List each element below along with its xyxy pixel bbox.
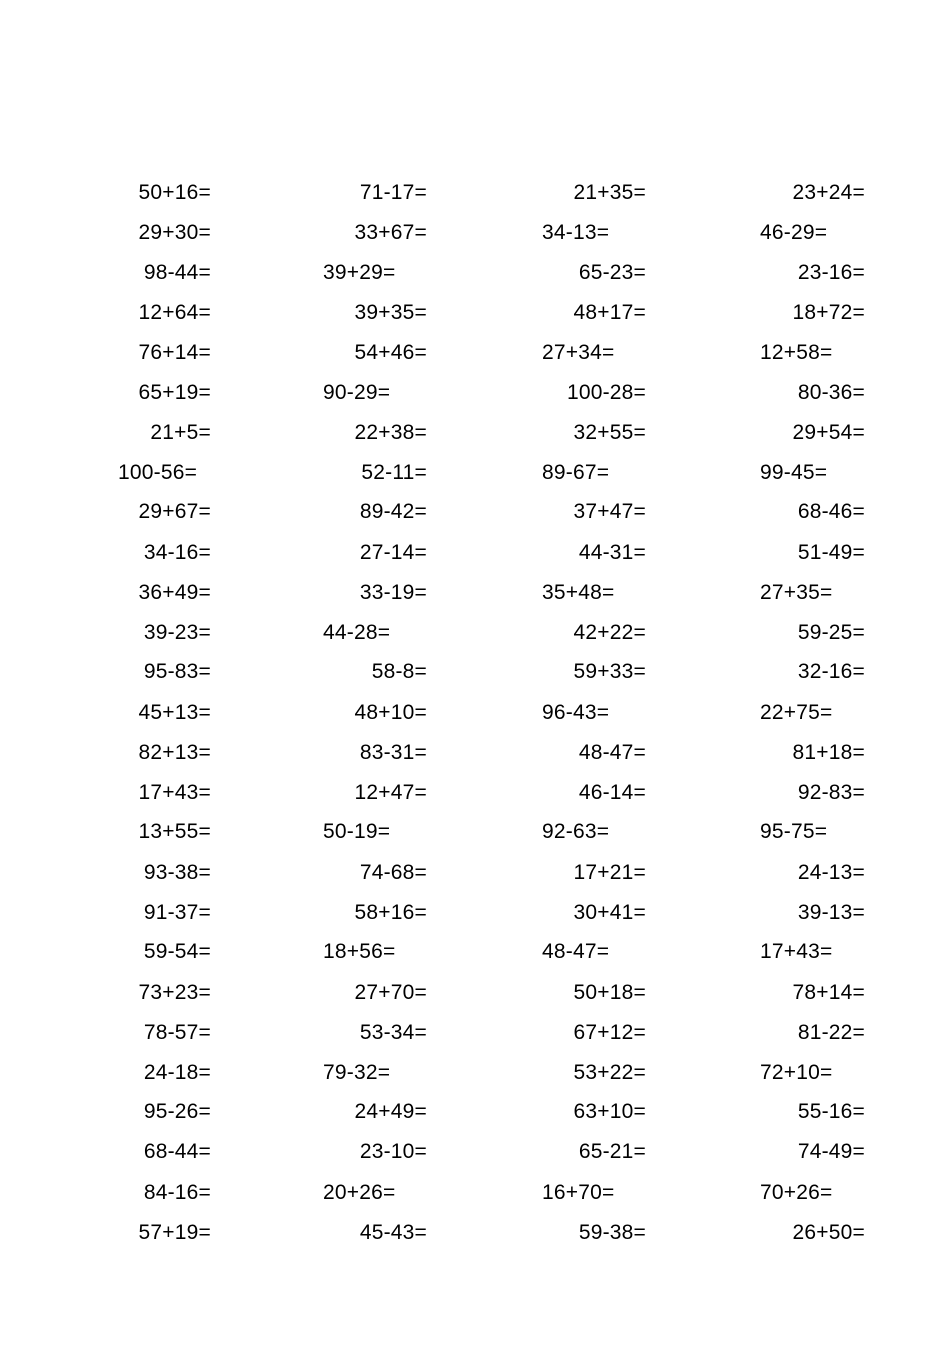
arithmetic-problem: 21+35=: [573, 181, 646, 204]
arithmetic-problem: 68-44=: [143, 1140, 211, 1163]
arithmetic-problem: 46-29=: [760, 221, 828, 244]
arithmetic-problem: 74-68=: [359, 861, 427, 884]
problem-row: [0, 1137, 950, 1167]
arithmetic-problem: 36+49=: [138, 581, 211, 604]
arithmetic-problem: 44-28=: [323, 621, 391, 644]
arithmetic-problem: 27-14=: [359, 541, 427, 564]
arithmetic-problem: 29+30=: [138, 221, 211, 244]
arithmetic-problem: 23+24=: [792, 181, 865, 204]
problem-row: [0, 738, 950, 768]
arithmetic-problem: 78+14=: [792, 981, 865, 1004]
arithmetic-problem: 39-13=: [797, 901, 865, 924]
arithmetic-problem: 92-63=: [542, 820, 610, 843]
problem-row: [0, 1178, 950, 1208]
arithmetic-problem: 13+55=: [138, 820, 211, 843]
arithmetic-problem: 57+19=: [138, 1221, 211, 1244]
problem-row: [0, 937, 950, 967]
arithmetic-problem: 65+19=: [138, 381, 211, 404]
arithmetic-problem: 95-83=: [143, 660, 211, 683]
problem-row: [0, 1018, 950, 1048]
arithmetic-problem: 48-47=: [542, 940, 610, 963]
problem-row: [0, 657, 950, 687]
arithmetic-problem: 27+34=: [542, 341, 615, 364]
arithmetic-problem: 17+43=: [138, 781, 211, 804]
arithmetic-problem: 59-54=: [143, 940, 211, 963]
arithmetic-problem: 21+5=: [150, 421, 211, 444]
arithmetic-problem: 22+75=: [760, 701, 833, 724]
arithmetic-problem: 91-37=: [143, 901, 211, 924]
arithmetic-problem: 83-31=: [359, 741, 427, 764]
arithmetic-problem: 37+47=: [573, 500, 646, 523]
arithmetic-problem: 12+47=: [354, 781, 427, 804]
problem-row: [0, 338, 950, 368]
arithmetic-problem: 95-26=: [143, 1100, 211, 1123]
arithmetic-problem: 45+13=: [138, 701, 211, 724]
arithmetic-problem: 32+55=: [573, 421, 646, 444]
problem-row: [0, 538, 950, 568]
arithmetic-problem: 23-16=: [797, 261, 865, 284]
arithmetic-problem: 29+67=: [138, 500, 211, 523]
problem-row: [0, 1058, 950, 1088]
arithmetic-problem: 73+23=: [138, 981, 211, 1004]
arithmetic-problem: 48+10=: [354, 701, 427, 724]
problem-row: [0, 298, 950, 328]
arithmetic-problem: 59-25=: [797, 621, 865, 644]
arithmetic-problem: 20+26=: [323, 1181, 396, 1204]
problem-row: [0, 1218, 950, 1248]
arithmetic-problem: 46-14=: [578, 781, 646, 804]
arithmetic-problem: 93-38=: [143, 861, 211, 884]
arithmetic-problem: 45-43=: [359, 1221, 427, 1244]
arithmetic-problem: 100-28=: [566, 381, 646, 404]
arithmetic-problem: 76+14=: [138, 341, 211, 364]
problem-row: [0, 497, 950, 527]
arithmetic-problem: 23-10=: [359, 1140, 427, 1163]
arithmetic-problem: 80-36=: [797, 381, 865, 404]
arithmetic-problem: 71-17=: [359, 181, 427, 204]
arithmetic-problem: 50-19=: [323, 820, 391, 843]
problem-row: [0, 1097, 950, 1127]
problem-row: [0, 698, 950, 728]
arithmetic-problem: 89-42=: [359, 500, 427, 523]
arithmetic-problem: 53-34=: [359, 1021, 427, 1044]
arithmetic-problem: 65-21=: [578, 1140, 646, 1163]
arithmetic-problem: 48-47=: [578, 741, 646, 764]
problem-row: [0, 218, 950, 248]
problem-row: [0, 817, 950, 847]
arithmetic-problem: 33-19=: [359, 581, 427, 604]
arithmetic-problem: 18+56=: [323, 940, 396, 963]
arithmetic-problem: 98-44=: [143, 261, 211, 284]
arithmetic-problem: 35+48=: [542, 581, 615, 604]
arithmetic-problem: 12+58=: [760, 341, 833, 364]
problem-row: [0, 898, 950, 928]
arithmetic-problem: 39+29=: [323, 261, 396, 284]
arithmetic-problem: 52-11=: [361, 461, 427, 484]
arithmetic-problem: 17+43=: [760, 940, 833, 963]
arithmetic-problem: 54+46=: [354, 341, 427, 364]
arithmetic-problem: 92-83=: [797, 781, 865, 804]
arithmetic-problem: 59-38=: [578, 1221, 646, 1244]
arithmetic-problem: 65-23=: [578, 261, 646, 284]
arithmetic-problem: 81+18=: [792, 741, 865, 764]
arithmetic-problem: 27+35=: [760, 581, 833, 604]
arithmetic-problem: 79-32=: [323, 1061, 391, 1084]
arithmetic-problem: 58-8=: [371, 660, 427, 683]
arithmetic-problem: 58+16=: [354, 901, 427, 924]
arithmetic-problem: 50+16=: [138, 181, 211, 204]
arithmetic-problem: 26+50=: [792, 1221, 865, 1244]
arithmetic-problem: 89-67=: [542, 461, 610, 484]
arithmetic-problem: 17+21=: [573, 861, 646, 884]
arithmetic-problem: 70+26=: [760, 1181, 833, 1204]
problem-row: [0, 258, 950, 288]
problem-row: [0, 578, 950, 608]
arithmetic-problem: 18+72=: [792, 301, 865, 324]
arithmetic-problem: 27+70=: [354, 981, 427, 1004]
arithmetic-problem: 34-13=: [542, 221, 610, 244]
arithmetic-problem: 24+49=: [354, 1100, 427, 1123]
arithmetic-problem: 24-18=: [143, 1061, 211, 1084]
arithmetic-problem: 33+67=: [354, 221, 427, 244]
arithmetic-problem: 29+54=: [792, 421, 865, 444]
arithmetic-problem: 48+17=: [573, 301, 646, 324]
arithmetic-problem: 95-75=: [760, 820, 828, 843]
arithmetic-problem: 78-57=: [143, 1021, 211, 1044]
problem-row: [0, 418, 950, 448]
arithmetic-problem: 32-16=: [797, 660, 865, 683]
arithmetic-problem: 16+70=: [542, 1181, 615, 1204]
problem-row: [0, 978, 950, 1008]
arithmetic-problem: 42+22=: [573, 621, 646, 644]
arithmetic-problem: 22+38=: [354, 421, 427, 444]
arithmetic-problem: 34-16=: [143, 541, 211, 564]
arithmetic-problem: 100-56=: [118, 461, 198, 484]
arithmetic-problem: 84-16=: [143, 1181, 211, 1204]
arithmetic-problem: 81-22=: [797, 1021, 865, 1044]
arithmetic-problem: 99-45=: [760, 461, 828, 484]
problem-row: [0, 178, 950, 208]
arithmetic-problem: 74-49=: [797, 1140, 865, 1163]
arithmetic-problem: 51-49=: [797, 541, 865, 564]
problem-row: [0, 458, 950, 488]
arithmetic-problem: 44-31=: [578, 541, 646, 564]
problem-row: [0, 858, 950, 888]
arithmetic-problem: 39-23=: [143, 621, 211, 644]
arithmetic-problem: 82+13=: [138, 741, 211, 764]
arithmetic-problem: 90-29=: [323, 381, 391, 404]
arithmetic-problem: 39+35=: [354, 301, 427, 324]
arithmetic-problem: 59+33=: [573, 660, 646, 683]
arithmetic-problem: 67+12=: [573, 1021, 646, 1044]
arithmetic-problem: 63+10=: [573, 1100, 646, 1123]
problem-row: [0, 618, 950, 648]
problem-row: [0, 778, 950, 808]
arithmetic-problem: 55-16=: [797, 1100, 865, 1123]
arithmetic-problem: 72+10=: [760, 1061, 833, 1084]
arithmetic-problem: 53+22=: [573, 1061, 646, 1084]
arithmetic-problem: 50+18=: [573, 981, 646, 1004]
arithmetic-problem: 30+41=: [573, 901, 646, 924]
arithmetic-problem: 96-43=: [542, 701, 610, 724]
problem-row: [0, 378, 950, 408]
arithmetic-problem: 12+64=: [138, 301, 211, 324]
arithmetic-problem: 68-46=: [797, 500, 865, 523]
arithmetic-problem: 24-13=: [797, 861, 865, 884]
